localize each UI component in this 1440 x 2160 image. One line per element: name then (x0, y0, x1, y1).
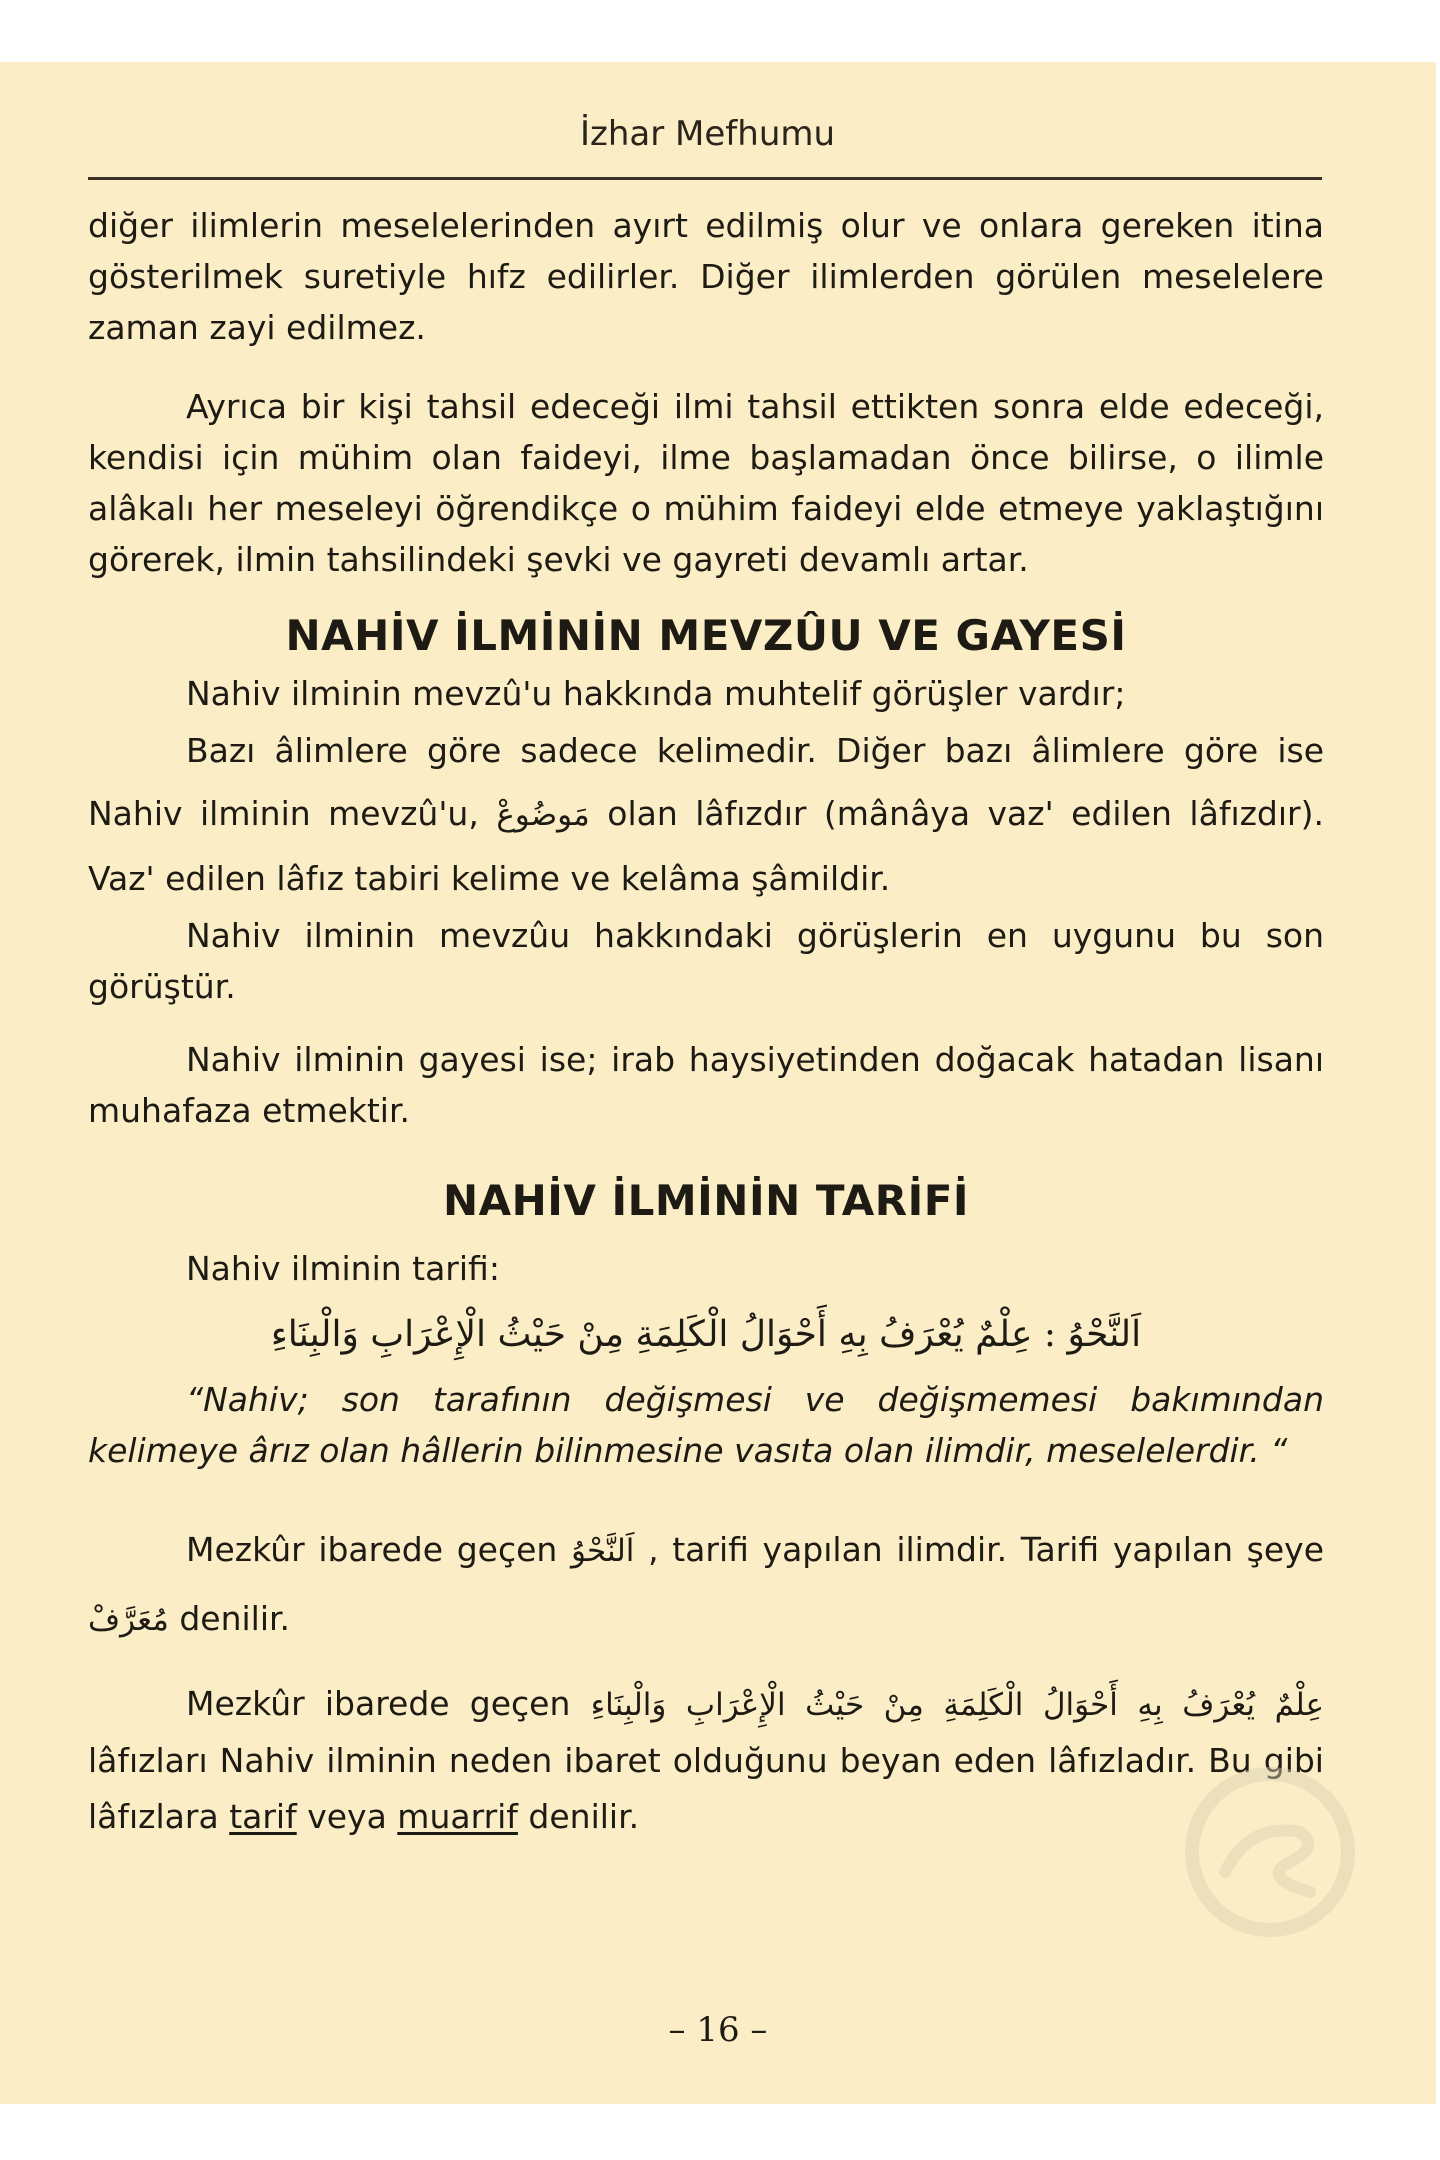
paragraph-9-text-d: veya (307, 1797, 387, 1836)
paragraph-4-text-a: Bazı âlimlere göre sadece kelimedir. Diğer bazı âlimlere göre ise Nahiv ilminin mevzû'u, (88, 731, 1324, 833)
arabic-mevzu: مَوضُوعْ (496, 797, 590, 833)
page-number: – 16 – (668, 2010, 768, 2050)
paragraph-9-text-a: Mezkûr ibarede geçen (186, 1684, 571, 1723)
arabic-nahv: اَلنَّحْوُ (570, 1533, 635, 1569)
arabic-muarraf: مُعَرَّفْ (88, 1602, 169, 1638)
paragraph-8-text-a: Mezkûr ibarede geçen (186, 1530, 558, 1569)
arabic-definition-inline: عِلْمٌ يُعْرَفُ بِهِ أَحْوَالُ الْكَلِمَةِ مِنْ حَيْثُ الْإِعْرَابِ وَالْبِنَاءِ (590, 1687, 1324, 1723)
definition-quote: “Nahiv; son tarafının değişmesi ve değişmemesi bakımından kelimeye ârız olan hâllerin bilinmesine vasıta olan ilimdir, meselelerdir. “ (88, 1380, 1324, 1470)
term-tarif: tarif (229, 1797, 297, 1836)
paragraph-4-text-b: olan lâfızdır (mânâya vaz' edilen lâfızdır). Vaz' edilen lâfız tabiri kelime ve kelâma şâmildir. (88, 794, 1324, 898)
paragraph-8 (88, 1516, 1324, 1654)
paragraph-3: Nahiv ilminin mevzû'u hakkında muhtelif görüşler vardır; (186, 674, 1126, 713)
paragraph-9-text-c: dır. Bu gibi lâfızlara (88, 1741, 1324, 1836)
page-body (88, 200, 1324, 1845)
paragraph-5: Nahiv ilminin mevzûu hakkındaki görüşlerin en uygunu bu son görüştür. (88, 916, 1324, 1006)
paragraph-9 (88, 1676, 1324, 1845)
header-rule (88, 177, 1322, 180)
publisher-watermark-icon (1170, 1752, 1370, 1952)
paragraph-4 (88, 719, 1324, 910)
book-page (0, 62, 1436, 2104)
term-muarrif: muarrif (397, 1797, 518, 1836)
running-title: İzhar Mefhumu (580, 114, 836, 154)
arabic-definition: اَلنَّحْوُ : عِلْمٌ يُعْرَفُ بِهِ أَحْوَالُ الْكَلِمَةِ مِنْ حَيْثُ الْإِعْرَابِ وَالْبِنَاءِ (270, 1314, 1142, 1355)
paragraph-9-text-b: lâfızları Nahiv ilminin neden ibaret olduğunu beyan eden lâfızla (88, 1741, 1145, 1780)
paragraph-8-text-c: denilir. (179, 1599, 291, 1638)
paragraph-9-text-e: denilir. (528, 1797, 640, 1836)
section-heading-tarifi: NAHİV İLMİNİN TARİFİ (442, 1176, 970, 1225)
paragraph-1: diğer ilimlerin meselelerinden ayırt edilmiş olur ve onlara gereken itina gösterilmek suretiyle hıfz edilirler. Diğer ilimlerden görülen meselelere zaman zayi edilmez. (88, 206, 1324, 347)
paragraph-7: Nahiv ilminin tarifi: (186, 1249, 500, 1288)
section-heading-mevzuu: NAHİV İLMİNİN MEVZÛU VE GAYESİ (285, 611, 1127, 660)
paragraph-8-text-b: , tarifi yapılan ilimdir. Tarifi yapılan şeye (648, 1530, 1325, 1569)
paragraph-2: Ayrıca bir kişi tahsil edeceği ilmi tahsil ettikten sonra elde edeceği, kendisi için mühim olan faideyi, ilme başlamadan önce bilirse, o ilimle alâkalı her meseleyi öğrendikçe o mühim faideyi elde etmeye yaklaştığını görerek, ilmin tahsilindeki şevki ve gayreti devamlı artar. (88, 387, 1324, 579)
paragraph-6: Nahiv ilminin gayesi ise; irab haysiyetinden doğacak hatadan lisanı muhafaza etmektir. (88, 1040, 1324, 1130)
